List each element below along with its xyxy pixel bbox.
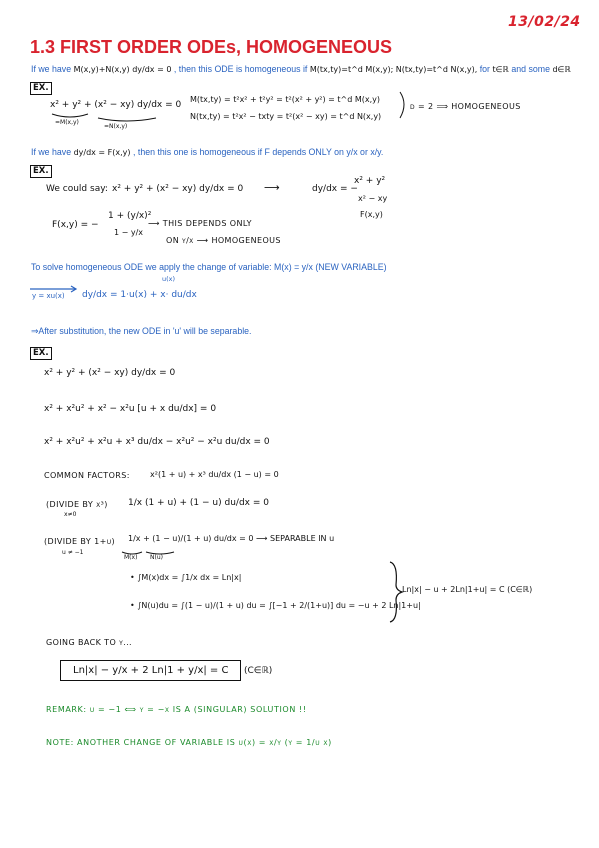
ex1-brace xyxy=(400,92,404,118)
method-line: To solve homogeneous ODE we apply the change of variable: M(x) = y/x (NEW VARIABLE) xyxy=(31,262,387,272)
intro-for: for xyxy=(479,64,490,74)
ex3-integral-m: • ∫M(x)dx = ∫1/x dx = Ln|x| xyxy=(130,573,242,582)
final-solution-box: Ln|x| − y/x + 2 Ln|1 + y/x| = C xyxy=(60,660,241,681)
integral-brace xyxy=(390,562,402,622)
underbrace-n xyxy=(98,118,156,121)
remark-line: REMARK: u = −1 ⟺ y = −x IS A (SINGULAR) SOLUTION !! xyxy=(46,705,307,714)
example-label: EX. xyxy=(30,82,52,95)
underbrace-nu xyxy=(146,552,174,554)
ex2-depends: ⟶ THIS DEPENDS ONLY xyxy=(148,219,252,228)
substitution-top: u(x) xyxy=(162,275,176,283)
ex3-line6: 1/x + (1 − u)/(1 + u) du/dx = 0 ⟶ SEPARABLE IN u xyxy=(128,534,335,543)
ex3-integral-n: • ∫N(u)du = ∫(1 − u)/(1 + u) du = ∫[−1 + 2/(1+u)] du = −u + 2 Ln|1+u| xyxy=(130,601,421,610)
ex3-divide-x-cond: x≠0 xyxy=(64,511,77,518)
ex1-under-n: =N(x,y) xyxy=(104,123,128,130)
ex3-line5: 1/x (1 + u) + (1 − u) du/dx = 0 xyxy=(128,498,269,508)
intro2-prefix: If we have xyxy=(31,147,72,157)
example-label: EX. xyxy=(30,347,52,360)
ex3-common-label: COMMON FACTORS: xyxy=(44,471,130,480)
ex1-m-line: M(tx,ty) = t²x² + t²y² = t²(x² + y²) = t^d M(x,y) xyxy=(190,95,381,104)
ex2-f-numerator: 1 + (y/x)² xyxy=(108,211,152,221)
intro-t-domain: t∈ℝ xyxy=(492,65,509,74)
final-solution-constant: (C∈ℝ) xyxy=(244,666,273,676)
intro2-rest: , then this one is homogeneous if F depends ONLY on y/x or x/y. xyxy=(132,147,384,157)
ex1-result: d = 2 ⟹ HOMOGENEOUS xyxy=(410,102,521,111)
intro-mid: , then this ODE is homogeneous if xyxy=(173,64,308,74)
ex1-n-line: N(tx,ty) = t²x² − txty = t²(x² − xy) = t^d N(x,y) xyxy=(190,112,382,121)
ex3-line1: x² + y² + (x² − xy) dy/dx = 0 xyxy=(44,368,176,378)
example-label: EX. xyxy=(30,165,52,178)
note-line: NOTE: ANOTHER CHANGE OF VARIABLE IS u(x) = x/y (y = 1/u x) xyxy=(46,738,332,747)
ex3-n-label: N(u) xyxy=(150,554,163,561)
underbrace-mx xyxy=(122,552,142,554)
ex2-arrow: ⟶ xyxy=(264,181,280,194)
ex2-could-say: We could say: xyxy=(46,184,108,194)
ex3-m-label: M(x) xyxy=(124,554,138,561)
ex1-equation: x² + y² + (x² − xy) dy/dx = 0 xyxy=(50,100,182,110)
ex2-equation: x² + y² + (x² − xy) dy/dx = 0 xyxy=(112,184,244,194)
ex3-divide-x-label: (DIVIDE BY x³) xyxy=(46,500,108,509)
ex1-under-m: =M(x,y) xyxy=(55,119,79,126)
ex2-rhs-name: F(x,y) xyxy=(360,210,383,219)
ex3-integral-result: Ln|x| − u + 2Ln|1+u| = C (C∈ℝ) xyxy=(402,585,533,594)
ex2-f-lhs: F(x,y) = − xyxy=(52,220,99,230)
date-stamp: 13/02/24 xyxy=(508,14,581,30)
ex2-rhs-numerator: x² + y² xyxy=(354,176,386,186)
ex3-line3: x² + x²u² + x²u + x³ du/dx − x²u² − x²u du/dx = 0 xyxy=(44,437,270,447)
intro-and: and some xyxy=(511,64,550,74)
ex3-line4: x²(1 + u) + x³ du/dx (1 − u) = 0 xyxy=(150,470,279,479)
substitution-label: y = xu(x) xyxy=(32,292,65,300)
intro-prefix: If we have xyxy=(31,64,72,74)
ex2-rhs-lhs: dy/dx = − xyxy=(312,184,358,194)
after-substitution: ⇒After substitution, the new ODE in 'u' will be separable. xyxy=(31,326,252,336)
going-back-label: GOING BACK TO y... xyxy=(46,638,132,647)
substitution-eq: dy/dx = 1·u(x) + x· du/dx xyxy=(82,290,197,300)
ex3-line2: x² + x²u² + x² − x²u [u + x du/dx] = 0 xyxy=(44,404,217,414)
underbrace-m xyxy=(52,114,88,117)
ex3-divide-u-cond: u ≠ −1 xyxy=(62,549,84,556)
ex2-homogeneous: ON y/x ⟶ HOMOGENEOUS xyxy=(166,236,281,245)
intro2-eq: dy/dx = F(x,y) xyxy=(73,148,131,157)
intro-d-domain: d∈ℝ xyxy=(552,65,571,74)
page-title: 1.3 FIRST ORDER ODEs, HOMOGENEOUS xyxy=(30,37,393,57)
ex3-divide-u-label: (DIVIDE BY 1+u) xyxy=(44,537,116,546)
ex2-rhs-denominator: x² − xy xyxy=(358,194,388,203)
intro-condition: M(tx,ty)=t^d M(x,y); N(tx,ty)=t^d N(x,y), xyxy=(309,65,478,74)
ex2-f-denominator: 1 − y/x xyxy=(114,228,144,237)
intro-eq: M(x,y)+N(x,y) dy/dx = 0 xyxy=(73,65,172,74)
